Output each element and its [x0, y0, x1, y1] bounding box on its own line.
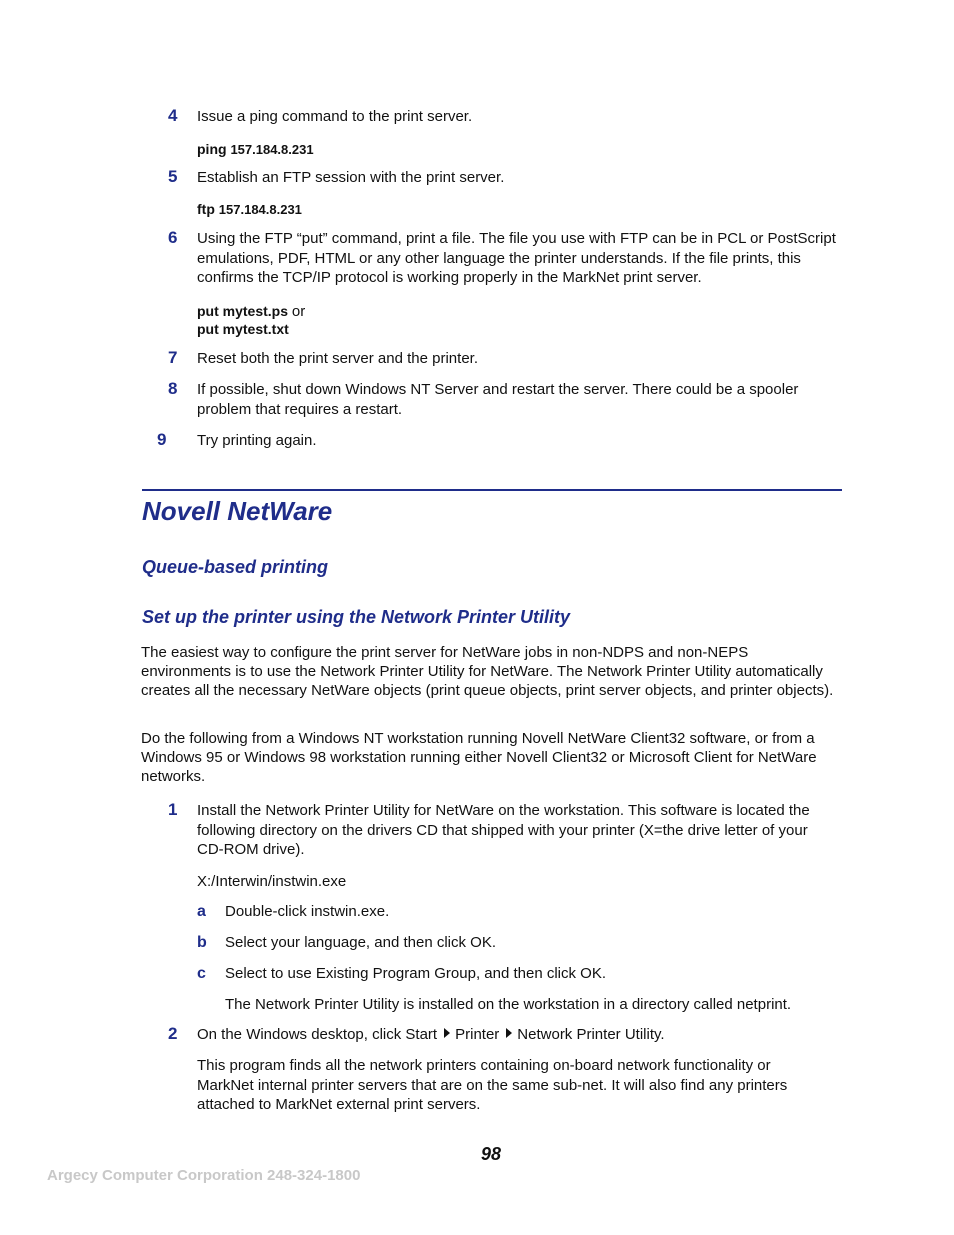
put-command-2: put mytest.txt	[197, 321, 289, 337]
command-keyword: ftp	[197, 201, 215, 217]
menu-item: Network Printer Utility.	[517, 1026, 665, 1043]
ping-command	[197, 140, 314, 160]
install-note: The Network Printer Utility is installed on the workstation in a directory called netprint.	[225, 996, 792, 1013]
substep-text: Double-click instwin.exe.	[225, 903, 390, 920]
paragraph: Do the following from a Windows NT workstation running Novell NetWare Client32 software, or from a Windows 95 or Windows 98 workstation running either Novell Client32 or Microsoft Client for NetWare networks.	[141, 730, 817, 785]
menu-item: Printer	[455, 1026, 500, 1043]
file-path: X:/Interwin/instwin.exe	[197, 873, 347, 890]
put-command-1	[197, 302, 305, 322]
step-number: 5	[168, 167, 178, 186]
substep-letter: c	[197, 965, 206, 982]
step-text: Try printing again.	[197, 432, 317, 449]
step-number: 8	[168, 379, 178, 398]
section-title: Novell NetWare	[142, 496, 333, 526]
substep-text: Select to use Existing Program Group, and then click OK.	[225, 965, 607, 982]
step-number: 4	[168, 106, 178, 125]
menu-arrow-icon	[506, 1028, 512, 1038]
step-text: Establish an FTP session with the print server.	[197, 169, 505, 186]
substep-letter: a	[197, 903, 206, 920]
page-number: 98	[481, 1144, 502, 1164]
step-text: Using the FTP “put” command, print a file. The file you use with FTP can be in PCL or PostScript emulations, PDF, HTML or any other language the printer understands. If the file prints, this confirms the TCP/IP protocol is working properly in the MarkNet print server.	[197, 230, 836, 286]
command-argument: 157.184.8.231	[230, 142, 314, 157]
ftp-command	[197, 200, 302, 220]
subsection-title-2: Set up the printer using the Network Printer Utility	[142, 607, 571, 627]
paragraph: The easiest way to configure the print server for NetWare jobs in non-NDPS and non-NEPS environments is to use the Network Printer Utility for NetWare. The Network Printer Utility automatically creates all the necessary NetWare objects (print queue objects, print server objects, and printer objects).	[141, 644, 834, 699]
step-text: Reset both the print server and the printer.	[197, 350, 478, 367]
step-text: If possible, shut down Windows NT Server and restart the server. There could be a spooler problem that requires a restart.	[197, 381, 799, 418]
command-text: put mytest.ps	[197, 303, 289, 319]
step-number: 6	[168, 228, 178, 247]
step-number: 1	[168, 800, 178, 819]
step-number: 7	[168, 348, 178, 367]
step-number: 9	[157, 430, 167, 449]
step-text: Issue a ping command to the print server.	[197, 108, 473, 125]
step-text-prefix: On the Windows desktop, click Start	[197, 1026, 438, 1043]
substep-text: Select your language, and then click OK.	[225, 934, 496, 951]
substep-letter: b	[197, 934, 207, 951]
menu-arrow-icon	[444, 1028, 450, 1038]
step-text	[197, 1025, 837, 1045]
command-argument: 157.184.8.231	[218, 202, 302, 217]
command-or: or	[291, 303, 306, 320]
footer-text: Argecy Computer Corporation 248-324-1800	[47, 1167, 361, 1184]
step-text: Install the Network Printer Utility for NetWare on the workstation. This software is located the following directory on the drivers CD that shipped with your printer (X=the drive letter of your CD-ROM drive).	[197, 802, 810, 858]
subsection-title: Queue-based printing	[142, 557, 329, 577]
command-keyword: ping	[197, 141, 227, 157]
section-divider	[142, 489, 842, 491]
paragraph: This program finds all the network printers containing on-board network functionality or MarkNet internal printer servers that are on the same sub-net. It will also find any printers attached to MarkNet external print servers.	[197, 1057, 788, 1113]
step-number: 2	[168, 1024, 178, 1043]
